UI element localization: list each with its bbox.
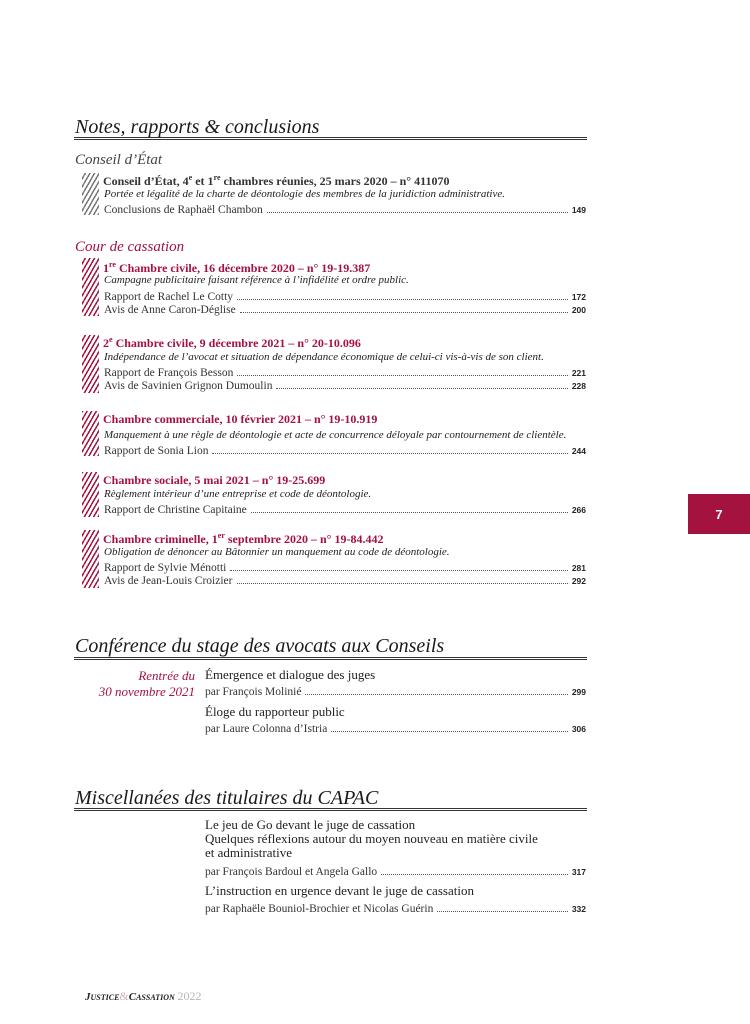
dot-leader [240, 304, 568, 313]
hatch-marker [82, 411, 99, 456]
article-title: et administrative [205, 845, 293, 860]
article-title: L’instruction en urgence devant le juge de cassation [205, 883, 474, 898]
toc-entry-label: par Raphaële Bouniol-Brochier et Nicolas Guérin [205, 903, 434, 915]
hatch-marker [82, 472, 99, 517]
toc-entry[interactable] [104, 367, 586, 380]
section-title-conference: Conférence du stage des avocats aux Conseils [75, 635, 445, 657]
dot-leader [381, 866, 568, 875]
subsection-title-conseil: Conseil d’État [75, 152, 163, 168]
toc-entry-label: Rapport de Christine Capitaine [104, 504, 247, 516]
case-heading: 2e Chambre civile, 9 décembre 2021 – n° 20-10.096 [103, 335, 361, 350]
toc-entry-label: Rapport de Sonia Lion [104, 445, 209, 457]
dot-leader [237, 367, 567, 376]
toc-entry[interactable] [104, 562, 586, 575]
toc-entry[interactable] [205, 903, 586, 916]
toc-entry-label: par François Molinié [205, 686, 302, 698]
dot-leader [237, 291, 568, 300]
page-number: 172 [571, 292, 586, 302]
page-number: 317 [571, 867, 586, 877]
toc-entry-label: Avis de Savinien Grignon Dumoulin [104, 380, 273, 392]
page-number: 299 [571, 687, 586, 697]
dot-leader [230, 562, 567, 571]
case-description: Campagne publicitaire faisant référence à l’infidélité et ordre public. [104, 274, 409, 286]
toc-entry[interactable] [104, 304, 586, 317]
case-description: Manquement à une règle de déontologie et acte de concurrence déloyale par contournement de clientèle. [104, 429, 567, 441]
case-description: Obligation de dénoncer au Bâtonnier un manquement au code de déontologie. [104, 546, 450, 558]
toc-entry[interactable] [104, 445, 586, 458]
toc-entry-label: Conclusions de Raphaël Chambon [104, 204, 263, 216]
case-description: Portée et légalité de la charte de déontologie des membres de la juridiction administrative. [104, 188, 506, 200]
toc-entry[interactable] [205, 866, 586, 879]
toc-entry-label: Rapport de François Besson [104, 367, 234, 379]
toc-entry[interactable] [104, 204, 586, 217]
case-heading: Chambre criminelle, 1er septembre 2020 – n° 19-84.442 [103, 531, 384, 546]
article-title: Le jeu de Go devant le juge de cassation [205, 817, 416, 832]
toc-entry[interactable] [205, 686, 586, 699]
subsection-title-cassation: Cour de cassation [75, 239, 185, 255]
dot-leader [331, 723, 568, 732]
page-number: 221 [571, 368, 586, 378]
article-title: Quelques réflexions autour du moyen nouveau en matière civile [205, 831, 538, 846]
hatch-marker [82, 258, 99, 316]
page-number: 332 [571, 904, 586, 914]
section-rule [74, 657, 587, 660]
section-rule [74, 808, 587, 811]
dot-leader [305, 686, 567, 695]
page-number: 149 [571, 205, 586, 215]
toc-entry[interactable] [104, 380, 586, 393]
dot-leader [267, 204, 568, 213]
toc-entry-label: par Laure Colonna d’Istria [205, 723, 328, 735]
case-description: Indépendance de l’avocat et situation de dépendance économique de celui-ci vis-à-vis de son client. [104, 351, 544, 363]
page-number: 200 [571, 305, 586, 315]
article-title: Émergence et dialogue des juges [205, 667, 376, 682]
article-title: Éloge du rapporteur public [205, 704, 345, 719]
toc-entry[interactable] [104, 504, 586, 517]
page-number: 228 [571, 381, 586, 391]
toc-entry-label: Avis de Anne Caron-Déglise [104, 304, 236, 316]
date-label: Rentrée du 30 novembre 2021 [98, 668, 195, 699]
dot-leader [437, 903, 567, 912]
page-number: 244 [571, 446, 586, 456]
toc-entry[interactable] [205, 723, 586, 736]
footer-journal-name: Justice&Cassation 2022 [85, 989, 202, 1003]
dot-leader [251, 504, 568, 513]
chapter-tab: 7 [688, 494, 750, 534]
section-title-notes: Notes, rapports & conclusions [75, 116, 320, 138]
section-title-misc: Miscellanées des titulaires du CAPAC [75, 787, 379, 809]
toc-entry-label: par François Bardoul et Angela Gallo [205, 866, 378, 878]
page-number: 266 [571, 505, 586, 515]
page-number: 306 [571, 724, 586, 734]
case-heading: Chambre commerciale, 10 février 2021 – n° 19-10.919 [103, 412, 378, 426]
dot-leader [276, 380, 567, 389]
hatch-marker [82, 335, 99, 393]
case-heading: Conseil d’État, 4e et 1re chambres réunies, 25 mars 2020 – n° 411070 [103, 173, 450, 188]
case-description: Règlement intérieur d’une entreprise et code de déontologie. [104, 488, 372, 500]
toc-entry-label: Rapport de Sylvie Ménotti [104, 562, 227, 574]
hatch-marker [82, 173, 99, 215]
page-number: 281 [571, 563, 586, 573]
toc-entry-label: Rapport de Rachel Le Cotty [104, 291, 234, 303]
page-number: 292 [571, 576, 586, 586]
section-rule [74, 137, 587, 140]
dot-leader [237, 575, 568, 584]
case-heading: Chambre sociale, 5 mai 2021 – n° 19-25.699 [103, 473, 326, 487]
toc-entry[interactable] [104, 575, 586, 588]
dot-leader [212, 445, 567, 454]
case-heading: 1re Chambre civile, 16 décembre 2020 – n° 19-19.387 [103, 260, 371, 275]
hatch-marker [82, 530, 99, 588]
toc-entry-label: Avis de Jean-Louis Croizier [104, 575, 233, 587]
toc-entry[interactable] [104, 291, 586, 304]
